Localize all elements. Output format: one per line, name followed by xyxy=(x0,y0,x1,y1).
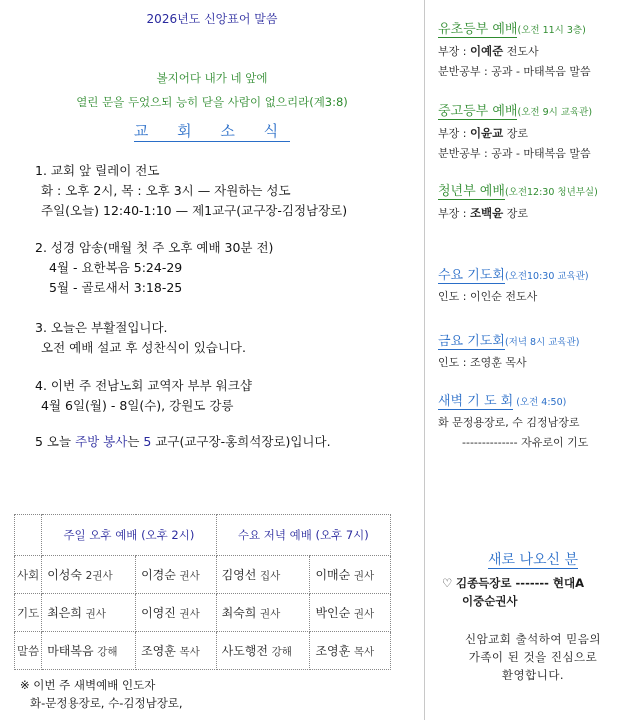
duty-title: 권사 xyxy=(179,608,200,620)
dept-leader-label: 부장 : xyxy=(438,207,470,220)
dept-heading xyxy=(438,182,628,203)
dawn-leader-note-line2: 화-문정용장로, 수-김정남장로, xyxy=(30,696,183,710)
news-item-5-part-a: 5 오늘 xyxy=(35,434,76,449)
dept-heading xyxy=(438,102,628,123)
newcomers-list xyxy=(442,574,584,610)
duty-name: 마태복음 xyxy=(47,644,94,658)
dept-time: (오전 11시 3층) xyxy=(517,25,586,36)
news-item-5-part-c: 는 xyxy=(127,434,144,449)
news-item-4 xyxy=(35,376,420,416)
dept-leader xyxy=(438,203,628,224)
duty-cell xyxy=(136,632,217,670)
dept-elementary xyxy=(438,20,628,82)
prayer-name: 새벽 기 도 회 xyxy=(438,394,514,409)
duty-cell xyxy=(136,556,217,594)
dept-leader-title: 전도사 xyxy=(503,45,539,58)
newcomer-name-1: 김종득장로 ------- 현대A xyxy=(455,576,585,590)
duty-cell xyxy=(310,594,391,632)
duty-cell xyxy=(216,594,310,632)
duty-name: 조영훈 xyxy=(141,644,176,658)
duty-cell xyxy=(216,556,310,594)
welcome-message xyxy=(438,630,628,684)
duty-name: 사도행전 xyxy=(221,644,268,658)
news-item-2 xyxy=(35,238,420,298)
welcome-line2: 가족이 된 것을 진심으로 xyxy=(468,650,598,664)
news-item-4-title: 4. 이번 주 전남노회 교역자 부부 워크샵 xyxy=(35,378,252,393)
duty-header-spacer xyxy=(15,515,42,556)
dept-leader-label: 부장 : xyxy=(438,127,470,140)
duty-cell xyxy=(42,594,136,632)
news-item-5-part-e: 교구(교구장-홍희석장로)입니다. xyxy=(151,434,331,449)
dept-study: 분반공부 : 공과 - 마태복음 말씀 xyxy=(438,65,591,78)
dept-young-adults xyxy=(438,182,628,224)
duty-cell xyxy=(310,556,391,594)
heart-icon: ♡ xyxy=(442,576,456,590)
news-item-3-title: 3. 오늘은 부활절입니다. xyxy=(35,320,168,335)
duty-cell xyxy=(42,632,136,670)
prayer-leader: 인도 : 조영훈 목사 xyxy=(438,356,527,369)
dept-leader-title: 장로 xyxy=(503,127,529,140)
news-item-1-line3: 주일(오늘) 12:40-1:10 — 제1교구(교구장-김정남장로) xyxy=(41,203,348,218)
duty-title: 강해 xyxy=(271,646,292,658)
news-item-3-line2: 오전 예배 설교 후 성찬식이 있습니다. xyxy=(41,340,246,355)
dept-study: 분반공부 : 공과 - 마태복음 말씀 xyxy=(438,147,591,160)
motto-verse-line2: 열린 문을 두었으되 능히 닫을 사람이 없으리라(계3:8) xyxy=(76,95,348,109)
newcomer-line1 xyxy=(442,574,584,592)
duty-row-prayer xyxy=(15,594,391,632)
duty-title: 권사 xyxy=(260,608,281,620)
duty-cell xyxy=(310,632,391,670)
prayer-wednesday xyxy=(438,266,628,307)
prayer-name: 수요 기도회 xyxy=(438,268,505,283)
dept-name: 중고등부 예배 xyxy=(438,104,518,119)
duty-row-presider xyxy=(15,556,391,594)
duty-title: 강해 xyxy=(97,646,118,658)
duty-header-wednesday: 수요 저녁 예배 (오후 7시) xyxy=(216,515,390,556)
duty-name: 이영진 xyxy=(141,606,176,620)
duty-role: 기도 xyxy=(15,594,42,632)
dept-leader xyxy=(438,123,628,144)
duty-title: 권사 xyxy=(353,570,375,582)
duty-title: 2권사 xyxy=(85,570,113,582)
worship-duty-table xyxy=(14,514,391,670)
duty-role: 사회 xyxy=(15,556,42,594)
news-item-2-line2: 4월 - 요한복음 5:24-29 xyxy=(49,260,183,275)
news-item-5-district: 5 xyxy=(143,434,152,449)
dept-leader-label: 부장 : xyxy=(438,45,470,58)
news-item-2-line3: 5월 - 골로새서 3:18-25 xyxy=(49,280,183,295)
news-item-2-title: 2. 성경 암송(매월 첫 주 오후 예배 30분 전) xyxy=(35,240,274,255)
news-item-1-title: 1. 교회 앞 릴레이 전도 xyxy=(35,163,160,178)
prayer-heading xyxy=(438,266,628,287)
column-divider xyxy=(424,0,425,720)
news-title-text: 교 회 소 식 xyxy=(133,122,291,140)
newcomers-title-text: 새로 나오신 분 xyxy=(487,552,579,568)
news-item-1-line2: 화 : 오후 2시, 목 : 오후 3시 — 자원하는 성도 xyxy=(41,183,291,198)
duty-name: 최숙희 xyxy=(221,606,257,620)
duty-name: 이매순 xyxy=(315,568,351,582)
duty-name: 이경순 xyxy=(141,568,176,582)
dept-leader-name: 조백윤 xyxy=(469,206,504,220)
news-item-5-text xyxy=(35,432,420,452)
dept-name: 청년부 예배 xyxy=(438,184,505,199)
dept-leader-name: 이예준 xyxy=(469,44,504,58)
duty-header-sunday: 주일 오후 예배 (오후 2시) xyxy=(42,515,216,556)
newcomer-line2 xyxy=(442,592,584,610)
duty-title: 권사 xyxy=(179,570,200,582)
duty-name: 최은희 xyxy=(47,606,82,620)
dept-leader-name: 이윤교 xyxy=(469,126,504,140)
prayer-free-note: -------------- 자유로이 기도 xyxy=(462,436,589,449)
duty-title: 목사 xyxy=(353,646,375,658)
dept-time: (오전 9시 교육관) xyxy=(517,107,593,118)
news-item-1 xyxy=(35,161,420,221)
news-item-5 xyxy=(35,432,420,452)
news-section-title xyxy=(0,120,424,141)
newcomers-title xyxy=(438,549,628,569)
duty-role: 말씀 xyxy=(15,632,42,670)
prayer-name: 금요 기도회 xyxy=(438,334,505,349)
news-item-3 xyxy=(35,318,420,358)
duty-name: 조영훈 xyxy=(315,644,351,658)
duty-cell xyxy=(136,594,217,632)
duty-name: 박인순 xyxy=(315,606,351,620)
prayer-time: (오전 4:50) xyxy=(513,397,567,408)
dept-name: 유초등부 예배 xyxy=(438,22,518,37)
prayer-time: (저녁 8시 교육관) xyxy=(504,337,580,348)
dept-time: (오전12:30 청년부실) xyxy=(504,187,598,198)
prayer-heading xyxy=(438,392,628,413)
prayer-leader: 인도 : 이인순 전도사 xyxy=(438,290,538,303)
dept-heading xyxy=(438,20,628,41)
prayer-leader: 화 문정용장로, 수 김정남장로 xyxy=(438,416,580,429)
duty-name: 이성숙 xyxy=(47,568,82,582)
prayer-time: (오전10:30 교육관) xyxy=(504,271,589,282)
dept-youth xyxy=(438,102,628,164)
dept-leader xyxy=(438,41,628,62)
welcome-line3: 환영합니다. xyxy=(501,668,565,682)
news-item-4-line2: 4월 6일(월) - 8일(수), 강원도 강릉 xyxy=(41,398,234,413)
prayer-heading xyxy=(438,332,628,353)
duty-title: 목사 xyxy=(179,646,200,658)
dept-leader-title: 장로 xyxy=(503,207,529,220)
welcome-line1: 신암교회 출석하여 믿음의 xyxy=(464,632,601,646)
prayer-friday xyxy=(438,332,628,373)
newcomer-name-2: 이중순권사 xyxy=(462,594,518,608)
right-column xyxy=(438,0,628,720)
dawn-leader-note-line1: ※ 이번 주 새벽예배 인도자 xyxy=(20,678,156,692)
duty-table-header xyxy=(15,515,391,556)
duty-title: 권사 xyxy=(353,608,375,620)
duty-title: 집사 xyxy=(260,570,281,582)
year-motto-title: 2026년도 신앙표어 말씀 xyxy=(146,12,278,26)
duty-cell xyxy=(216,632,310,670)
dawn-leader-note xyxy=(20,676,183,712)
news-item-5-kitchen: 주방 봉사 xyxy=(75,434,128,449)
duty-row-sermon xyxy=(15,632,391,670)
prayer-dawn xyxy=(438,392,628,453)
motto-verse-line1: 볼지어다 내가 네 앞에 xyxy=(156,71,268,85)
duty-name: 김영선 xyxy=(221,568,257,582)
duty-title: 권사 xyxy=(85,608,106,620)
duty-cell xyxy=(42,556,136,594)
